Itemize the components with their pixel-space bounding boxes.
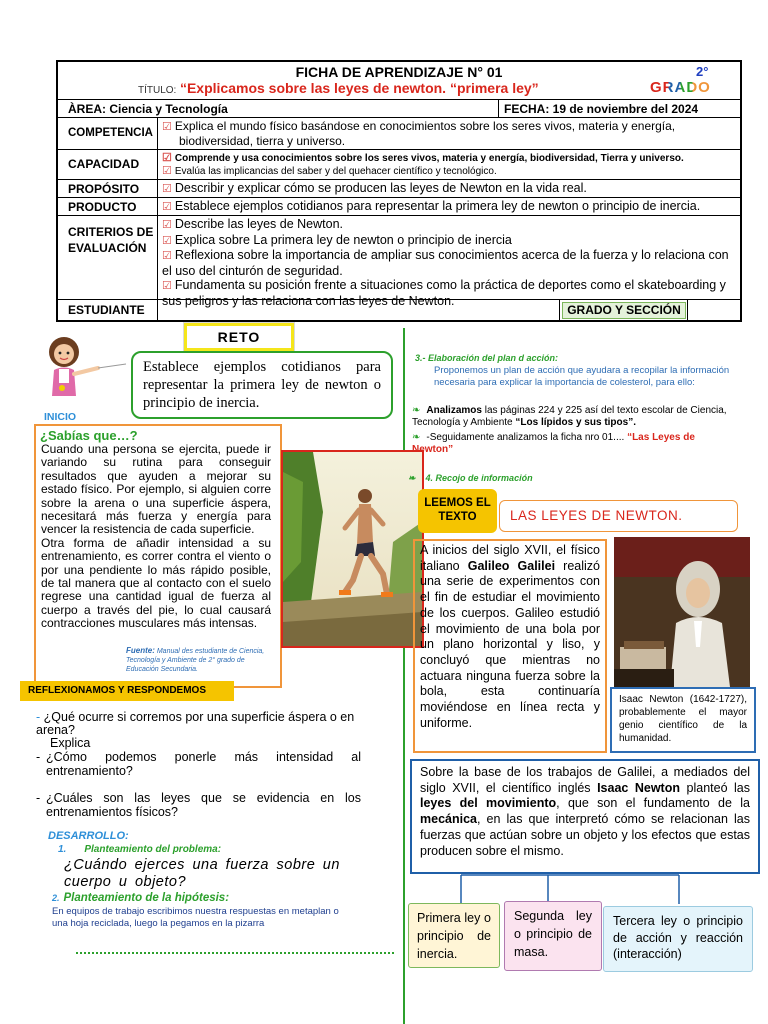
subtitle-label: TÍTULO:: [138, 85, 177, 96]
leaf-bullet-icon: ❧: [408, 473, 416, 483]
subtitle-line: [138, 80, 539, 96]
teacher-avatar: [42, 334, 128, 402]
step-1-label: Planteamiento del problema:: [84, 844, 222, 855]
producto-label: PRODUCTO: [58, 198, 158, 215]
competencia-label: COMPETENCIA: [58, 118, 158, 149]
criterios-item-text: Reflexiona sobre la importancia de ampliar sus conocimientos acerca de la fuerza y lo relaciona con el uso del cinturón de seguridad.: [162, 248, 729, 278]
question-3-text: ¿Cuáles son las leyes que se evidencia en los entrenamientos físicos?: [46, 791, 361, 819]
plan-b2-red: “Las Leyes de Newton”: [412, 432, 695, 455]
question-2: - ¿Cómo podemos ponerle más intensidad al entrenamiento?: [36, 750, 361, 778]
plan-b1-bold-2: “Los lípidos y sus tipos”.: [515, 417, 636, 428]
recojo-label: [408, 473, 533, 484]
area-row: [58, 100, 740, 118]
checkbox-icon: ☑: [162, 250, 172, 262]
plan-intro: Proponemos un plan de acción que ayudara a recopilar la información necesaria para explicar la importancia de colesterol, para ello:: [434, 365, 730, 388]
newton-caption: Isaac Newton (1642-1727), probablemente el mayor genio científico de la humanidad.: [619, 694, 747, 744]
criterios-item-text: Fundamenta su posición frente a situaciones como la práctica de deportes como el skateboarding y sus peligros y las relaciona con las leyes de Newton.: [162, 278, 726, 308]
newton-text-1: Sobre la base de los trabajos de Galilei, a mediados del siglo XVII, el científico inglés: [420, 765, 750, 795]
producto-item-text: Establece ejemplos cotidianos para representar la primera ley de newton o principio de inercia.: [174, 199, 701, 213]
competencia-row: [58, 118, 740, 150]
sabias-paragraph-2: Otra forma de añadir intensidad a su entrenamiento, es correr contra el viento o por una pendiente lo más rápido posible, de tal manera que al contacto con el suelo regrese una cantidad igual de fuerza al cuerpo a través del pie, lo cual causará contracciones musculares más intensas.: [41, 535, 271, 631]
plan-b1-bold: Analizamos: [426, 405, 482, 416]
newton-box: [410, 759, 760, 874]
criterios-label-1: CRITERIOS DE: [68, 225, 154, 239]
law-2-text: Segunda ley o principio de masa.: [514, 909, 592, 959]
producto-row: [58, 198, 740, 216]
plan-bullet-2: [412, 432, 732, 456]
newton-caption-box: [610, 687, 756, 753]
competencia-item-text: Explica el mundo físico basándose en conocimientos sobre los seres vivos, materia y energía, biodiversidad, tierra y universo.: [174, 119, 676, 148]
newton-text-3: , que son el fundamento de la: [556, 796, 750, 811]
hypothesis-text: En equipos de trabajo escribimos nuestra respuestas en metaplan o una hoja reciclada, luego la pegamos en la pizarra: [52, 906, 339, 929]
newton-bold-3: mecánica: [420, 812, 477, 827]
reto-text: Establece ejemplos cotidianos para representar la primera ley de newton o principio de inercia.: [143, 359, 381, 411]
plan-b1-text: las páginas 224 y 225 así del texto escolar de Ciencia, Tecnología y Ambiente: [412, 405, 727, 428]
header-title-row: [58, 62, 740, 100]
estudiante-row: [58, 300, 740, 322]
criterios-item: [162, 248, 736, 278]
leemos-label: LEEMOS EL TEXTO: [424, 497, 491, 523]
checkbox-icon: ☑: [162, 121, 172, 133]
leaf-bullet-icon: ❧: [412, 432, 421, 443]
runner-image: [281, 450, 424, 648]
competencia-content: [158, 118, 740, 149]
galileo-name: Galileo Galilei: [467, 558, 556, 573]
proposito-label: PROPÓSITO: [58, 180, 158, 197]
plan-title: 3.- Elaboración del plan d acción:: [415, 353, 559, 363]
question-3: - ¿Cuáles son las leyes que se evidencia en los entrenamientos físicos?: [36, 791, 361, 819]
plan-b2-text: -Seguidamente analizamos la ficha nro 01....: [426, 432, 628, 443]
sabias-que-title: ¿Sabías que…?: [40, 428, 138, 443]
criterios-content: [158, 216, 740, 308]
galileo-text: [420, 543, 600, 731]
grade-word-text: GRADO: [650, 79, 711, 96]
plan-bullet-1: [412, 405, 752, 429]
law-box-1: [408, 903, 500, 968]
checkbox-icon: ☑: [162, 219, 172, 231]
page-title: FICHA DE APRENDIZAJE N° 01: [295, 64, 503, 80]
step-2-number: 2.: [52, 893, 60, 903]
recojo-text: 4. Recojo de información: [425, 473, 533, 483]
criterios-item: [162, 217, 736, 233]
grade-number: 2°: [696, 64, 709, 79]
newton-portrait-icon: [614, 537, 750, 687]
step-2-label: Planteamiento de la hipótesis:: [63, 892, 230, 904]
capacidad-item: [162, 152, 736, 165]
producto-content: [158, 198, 740, 215]
criterios-item-text: Explica sobre La primera ley de newton o principio de inercia: [174, 232, 512, 247]
galileo-paragraph: A inicios del siglo XVII, el físico italiano Galileo Galilei realizó una serie de experimentos con el fin de estudiar el movimiento de los cuerpos. Galileo estudió el movimiento de una bola por un plano horizontal y liso, y concluyó que mientras no actuara ninguna fuerza sobre la bola, esta continuaría moviéndose en línea recta y uniforme.: [420, 543, 600, 730]
estudiante-name-field[interactable]: [158, 300, 560, 322]
law-box-3: [603, 906, 753, 972]
teacher-illustration-icon: [42, 334, 128, 402]
problem-question: ¿Cuándo ejerces una fuerza sobre un cuerpo u objeto?: [64, 857, 340, 890]
header-table: [56, 60, 742, 322]
criterios-label-2: EVALUACIÓN: [68, 241, 147, 255]
checkbox-icon: ☑: [162, 280, 172, 292]
leemos-label-box: [418, 489, 497, 533]
reto-label-box: [184, 323, 294, 351]
checkbox-icon: ☑: [162, 165, 172, 177]
area-label: ÀREA: Ciencia y Tecnología: [68, 102, 228, 116]
leyes-title-box: [499, 500, 738, 532]
criterios-item: [162, 233, 736, 249]
capacidad-item-text: Comprende y usa conocimientos sobre los seres vivos, materia y energía, biodiversidad, Tierra y universo.: [174, 153, 684, 164]
hypothesis-answer-line[interactable]: [76, 952, 394, 954]
newton-image: [614, 537, 750, 687]
step-2: [52, 892, 229, 904]
fuente-note: [126, 646, 272, 674]
inicio-label: INICIO: [44, 411, 77, 423]
law-3-text: Tercera ley o principio de acción y reacción (interacción): [613, 914, 743, 961]
step-1-number: 1.: [58, 844, 67, 855]
grado-seccion-label: GRADO Y SECCIÓN: [562, 302, 686, 319]
criterios-row: [58, 216, 740, 308]
question-1-line-2: Explica: [50, 736, 91, 750]
step-1: [58, 844, 221, 855]
subtitle-text: “Explicamos sobre las leyes de newton. “primera ley”: [179, 80, 539, 96]
newton-bold-2: leyes del movimiento: [420, 796, 557, 811]
sabias-que-text: [41, 443, 271, 631]
checkbox-icon: ☑: [162, 152, 172, 164]
sabias-paragraph-1: Cuando una persona se ejercita, puede ir variando su rutina para conseguir resultados que ayuden a mejorar su estado físico. Por ejemplo, si alguien corre sobre la arena o una superficie áspera, necesitará más fuerza y energía para vencer la resistencia de cada superficie.: [41, 442, 271, 537]
capacidad-item: [162, 165, 736, 178]
capacidad-row: [58, 150, 740, 180]
runner-photo-icon: [283, 452, 422, 646]
reto-label: RETO: [217, 329, 261, 345]
capacidad-label: CAPACIDAD: [58, 150, 158, 179]
checkbox-icon: ☑: [162, 201, 172, 213]
question-1-line-1: ¿Qué ocurre si corremos por una superficie áspera o en arena?: [36, 710, 355, 737]
proposito-content: [158, 180, 740, 197]
competencia-item: [162, 120, 736, 148]
newton-bold-1: Isaac Newton: [597, 780, 680, 795]
question-2-text: ¿Cómo podemos ponerle más intensidad al entrenamiento?: [46, 750, 361, 778]
estudiante-label: ESTUDIANTE: [58, 300, 158, 322]
capacidad-item-text: Evalúa las implicancias del saber y del quehacer científico y tecnológico.: [174, 166, 497, 177]
checkbox-icon: ☑: [162, 183, 172, 195]
newton-text-4: , en las que interpretó cómo se relacionan las fuerzas que actúan sobre un objeto y los efectos que estas producen sobre el mismo.: [420, 812, 750, 858]
producto-item: [162, 200, 736, 215]
question-1: - ¿Qué ocurre si corremos por una superficie áspera o en arena? Explica: [36, 710, 355, 750]
reflexionamos-label: REFLEXIONAMOS Y RESPONDEMOS: [28, 685, 206, 696]
desarrollo-label: DESARROLLO:: [48, 830, 129, 842]
criterios-item-text: Describe las leyes de Newton.: [174, 217, 344, 231]
checkbox-icon: ☑: [162, 234, 172, 247]
fecha-label: FECHA: 19 de noviembre del 2024: [504, 102, 699, 116]
fuente-label: Fuente:: [126, 646, 155, 655]
criterios-label: [58, 216, 158, 299]
reto-text-box: [131, 351, 393, 419]
capacidad-content: [158, 150, 740, 179]
leyes-title: LAS LEYES DE NEWTON.: [510, 508, 683, 523]
leaf-bullet-icon: ❧: [412, 405, 421, 416]
law-box-2: [504, 901, 602, 971]
proposito-row: [58, 180, 740, 198]
law-1-text: Primera ley o principio de inercia.: [417, 911, 491, 961]
fuente-text: Manual des estudiante de Ciencia, Tecnología y Ambiente de 2° grado de Educación Secundaria.: [126, 648, 265, 673]
proposito-item: [162, 182, 736, 197]
column-divider: [403, 328, 405, 1024]
reflexionamos-label-box: [20, 681, 234, 701]
newton-text-2: planteó las: [680, 780, 751, 795]
proposito-item-text: Describir y explicar cómo se producen las leyes de Newton en la vida real.: [174, 181, 587, 195]
grade-word: [650, 79, 711, 96]
